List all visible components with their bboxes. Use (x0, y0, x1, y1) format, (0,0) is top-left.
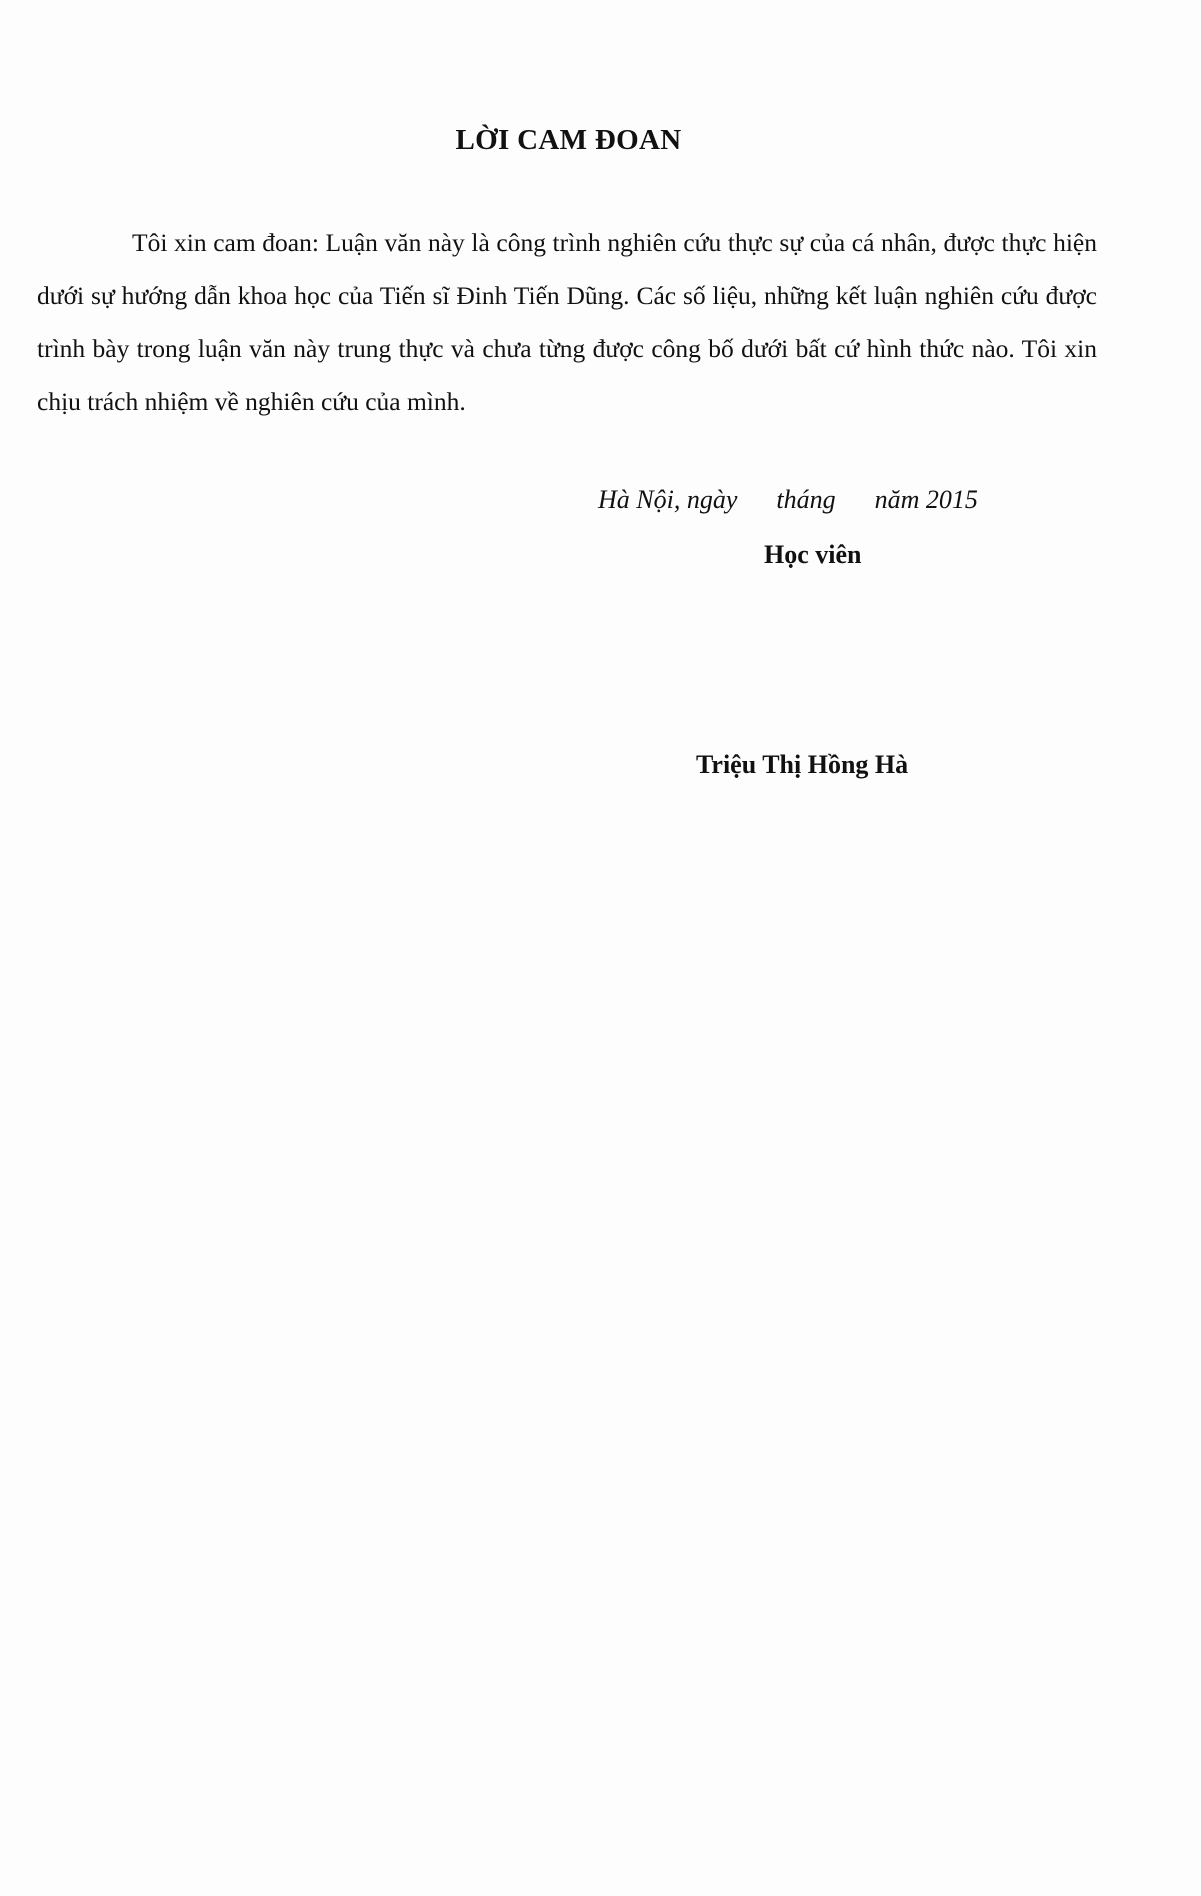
page-title: LỜI CAM ĐOAN (455, 124, 682, 156)
signer-role: Học viên (764, 540, 862, 569)
date-line: Hà Nội, ngày tháng năm 2015 (598, 485, 978, 514)
signer-name: Triệu Thị Hồng Hà (696, 750, 909, 779)
declaration-paragraph: Tôi xin cam đoan: Luận văn này là công trình nghiên cứu thực sự của cá nhân, được thực hiện dưới sự hướng dẫn khoa học của Tiến sĩ Đinh Tiến Dũng. Các số liệu, những kết luận nghiên cứu được trình bày trong luận văn này trung thực và chưa từng được công bố dưới bất cứ hình thức nào. Tôi xin chịu trách nhiệm về nghiên cứu của mình. (37, 228, 1097, 416)
